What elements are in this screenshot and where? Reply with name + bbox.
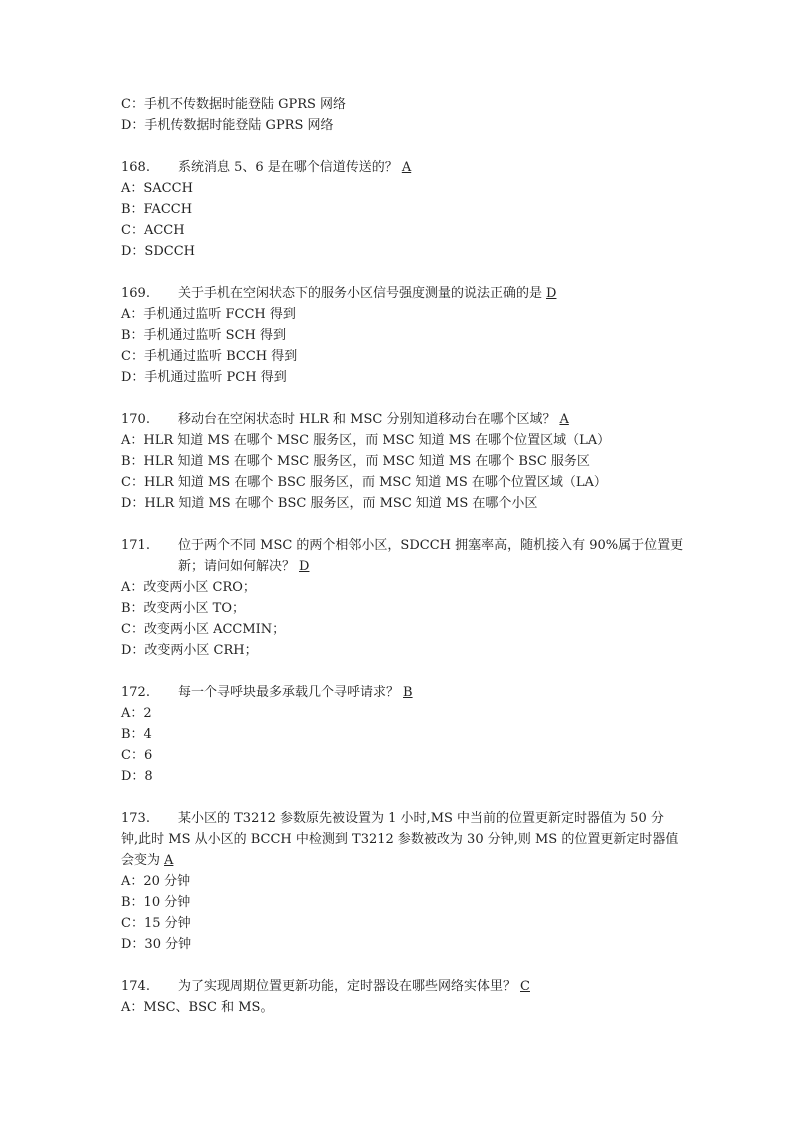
option-a: A：20 分钟 [121,874,191,889]
option-c: C：ACCH [121,223,185,238]
option-a: A：HLR 知道 MS 在哪个 MSC 服务区，而 MSC 知道 MS 在哪个位置区域（LA） [121,433,611,448]
option-c: C：手机通过监听 BCCH 得到 [121,349,298,364]
question-text: 某小区的 T3212 参数原先被设置为 1 小时,MS 中当前的位置更新定时器值为 50 分 [178,811,664,826]
question-text: 移动台在空闲状态时 HLR 和 MSC 分别知道移动台在哪个区域？ [178,412,556,427]
option-a: A：2 [121,706,152,721]
question-number: 169. [121,286,150,301]
option-b: B：10 分钟 [121,895,191,910]
question-text: 每一个寻呼块最多承载几个寻呼请求？ [178,685,400,700]
option-a: A：手机通过监听 FCCH 得到 [121,307,296,322]
question-text: 关于手机在空闲状态下的服务小区信号强度测量的说法正确的是 [178,286,543,301]
question-173 [121,808,741,829]
question-number: 172. [121,685,150,700]
question-169 [121,283,741,304]
option-c: C：6 [121,748,153,763]
option-d: D：手机通过监听 PCH 得到 [121,370,287,385]
option-c: C：HLR 知道 MS 在哪个 BSC 服务区，而 MSC 知道 MS 在哪个位置区域（LA） [121,475,607,490]
option-b: B：HLR 知道 MS 在哪个 MSC 服务区，而 MSC 知道 MS 在哪个 BSC 服务区 [121,454,590,469]
document-page [121,94,741,1018]
question-170 [121,409,741,430]
question-text-continuation: 新；请问如何解决？ [178,559,296,574]
question-number: 174. [121,979,150,994]
answer-blank: B [403,685,413,700]
question-171 [121,535,741,556]
question-text: 为了实现周期位置更新功能，定时器设在哪些网络实体里？ [178,979,517,994]
option-b: B：FACCH [121,202,193,217]
option-d: D：30 分钟 [121,937,192,952]
answer-blank: A [164,853,174,868]
option-b: B：改变两小区 TO； [121,601,246,616]
option-c: C：15 分钟 [121,916,191,931]
answer-blank: A [401,160,412,175]
question-number: 173. [121,811,150,826]
question-number: 168. [121,160,150,175]
question-text: 系统消息 5、6 是在哪个信道传送的？ [178,160,398,175]
option-a: A：改变两小区 CRO； [121,580,256,595]
option-a: A：SACCH [121,181,193,196]
pre-option-c: C：手机不传数据时能登陆 GPRS 网络 [121,97,347,112]
question-174 [121,976,741,997]
question-text-continuation: 钟,此时 MS 从小区的 BCCH 中检测到 T3212 参数被改为 30 分钟,则 MS 的位置更新定时器值 [121,832,679,847]
pre-option-d: D：手机传数据时能登陆 GPRS 网络 [121,118,334,133]
question-number: 170. [121,412,150,427]
answer-blank: D [546,286,557,301]
option-d: D：8 [121,769,153,784]
option-c: C：改变两小区 ACCMIN； [121,622,286,637]
question-text-continuation: 会变为 [121,853,161,868]
option-d: D：改变两小区 CRH； [121,643,258,658]
answer-blank: D [299,559,310,574]
answer-blank: A [559,412,569,427]
option-b: B：手机通过监听 SCH 得到 [121,328,287,343]
option-d: D：SDCCH [121,244,195,259]
question-text: 位于两个不同 MSC 的两个相邻小区，SDCCH 拥塞率高，随机接入有 90%属于位置更 [178,538,684,553]
answer-blank: C [520,979,530,994]
question-number: 171. [121,538,150,553]
question-172 [121,682,741,703]
option-b: B：4 [121,727,152,742]
question-168 [121,157,741,178]
option-a: A：MSC、BSC 和 MS。 [121,1000,274,1015]
option-d: D：HLR 知道 MS 在哪个 BSC 服务区，而 MSC 知道 MS 在哪个小区 [121,496,538,511]
